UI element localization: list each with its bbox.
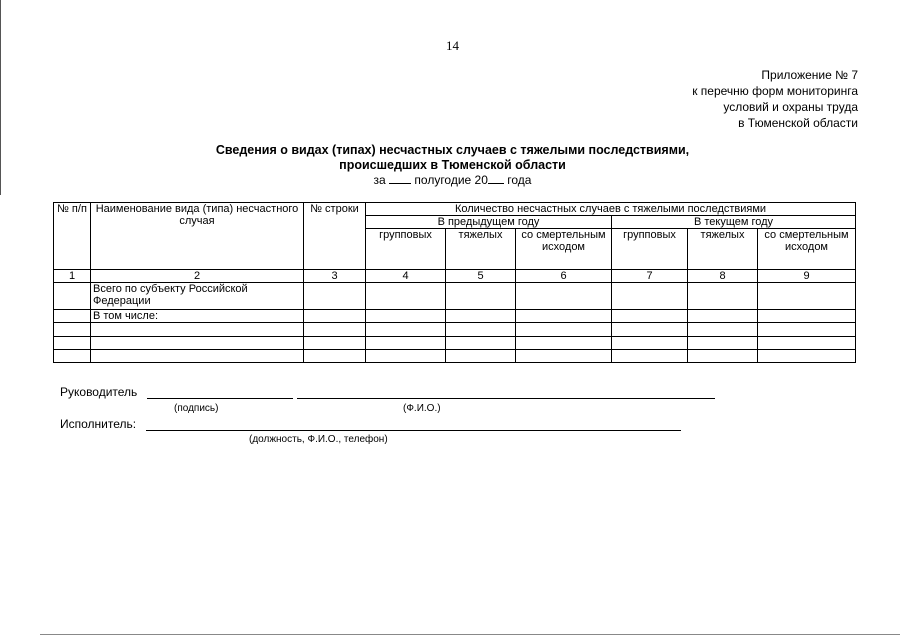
table-cell[interactable]	[758, 323, 856, 337]
table-cell[interactable]	[54, 310, 91, 323]
period-middle: полугодие 20	[414, 173, 488, 187]
head-name-line[interactable]	[297, 398, 715, 399]
table-cell[interactable]	[54, 283, 91, 310]
head-sign-hint: (подпись)	[174, 403, 219, 414]
table-row-including	[54, 310, 856, 323]
table-cell[interactable]	[688, 310, 758, 323]
table-cell[interactable]	[304, 310, 366, 323]
table-row	[54, 323, 856, 337]
row-including-label: В том числе:	[91, 310, 304, 323]
row-total-label: Всего по субъекту Российской Федерации	[91, 283, 304, 310]
header-row-1	[54, 203, 856, 216]
table-cell[interactable]	[612, 350, 688, 363]
header-prev-severe: тяжелых	[446, 229, 516, 270]
table-cell[interactable]	[688, 337, 758, 350]
appendix-line-4: в Тюменской области	[738, 116, 858, 130]
table-cell[interactable]	[446, 310, 516, 323]
col-number-4: 4	[366, 270, 446, 283]
title-line-1: Сведения о видах (типах) несчастных случаев с тяжелыми последствиями,	[215, 143, 690, 157]
table-cell[interactable]	[366, 350, 446, 363]
col-number-1: 1	[54, 270, 91, 283]
document-title	[0, 143, 905, 173]
table-cell[interactable]	[446, 337, 516, 350]
header-prev-year: В предыдущем году	[366, 216, 612, 229]
col-number-3: 3	[304, 270, 366, 283]
appendix-line-2: к перечню форм мониторинга	[692, 84, 858, 98]
table-cell[interactable]	[516, 283, 612, 310]
table-cell[interactable]	[91, 350, 304, 363]
table-cell[interactable]	[516, 337, 612, 350]
header-curr-severe: тяжелых	[688, 229, 758, 270]
header-row-number: № строки	[304, 203, 366, 270]
bottom-edge-line	[40, 634, 900, 635]
head-name-hint: (Ф.И.О.)	[403, 403, 441, 414]
table-row	[54, 350, 856, 363]
col-number-2: 2	[91, 270, 304, 283]
header-num: № п/п	[54, 203, 91, 270]
table-cell[interactable]	[516, 310, 612, 323]
col-number-9: 9	[758, 270, 856, 283]
header-curr-fatal: со смертельным исходом	[758, 229, 856, 270]
col-number-6: 6	[516, 270, 612, 283]
table-cell[interactable]	[54, 323, 91, 337]
table-cell[interactable]	[446, 283, 516, 310]
table-row	[54, 337, 856, 350]
table-cell[interactable]	[612, 310, 688, 323]
header-prev-fatal: со смертельным исходом	[516, 229, 612, 270]
accidents-table	[53, 202, 856, 363]
table-cell[interactable]	[304, 283, 366, 310]
table-cell[interactable]	[688, 350, 758, 363]
head-signature-line[interactable]	[147, 398, 293, 399]
executor-label: Исполнитель:	[60, 417, 137, 431]
appendix-note	[692, 67, 858, 131]
table-cell[interactable]	[516, 323, 612, 337]
half-year-blank[interactable]	[389, 173, 411, 184]
table-cell[interactable]	[366, 337, 446, 350]
table-cell[interactable]	[366, 283, 446, 310]
period-suffix: года	[507, 173, 532, 187]
header-curr-year: В текущем году	[612, 216, 856, 229]
table-cell[interactable]	[366, 310, 446, 323]
table-cell[interactable]	[54, 350, 91, 363]
header-prev-group: групповых	[366, 229, 446, 270]
table-cell[interactable]	[688, 283, 758, 310]
executor-hint: (должность, Ф.И.О., телефон)	[249, 434, 388, 445]
period-line	[0, 173, 905, 187]
table-row-total	[54, 283, 856, 310]
table-cell[interactable]	[304, 350, 366, 363]
executor-line[interactable]	[146, 430, 681, 431]
table-cell[interactable]	[54, 337, 91, 350]
table-cell[interactable]	[758, 283, 856, 310]
table-cell[interactable]	[612, 323, 688, 337]
table-cell[interactable]	[758, 350, 856, 363]
col-number-5: 5	[446, 270, 516, 283]
table-cell[interactable]	[612, 283, 688, 310]
table-cell[interactable]	[446, 323, 516, 337]
head-label: Руководитель	[60, 385, 138, 399]
appendix-line-1: Приложение № 7	[761, 68, 858, 82]
table-cell[interactable]	[91, 323, 304, 337]
period-prefix: за	[373, 173, 386, 187]
table-cell[interactable]	[612, 337, 688, 350]
col-number-8: 8	[688, 270, 758, 283]
table-cell[interactable]	[446, 350, 516, 363]
table-cell[interactable]	[516, 350, 612, 363]
page-number: 14	[446, 38, 459, 53]
year-blank[interactable]	[488, 173, 504, 184]
column-numbers-row	[54, 270, 856, 283]
title-line-2: происшедших в Тюменской области	[339, 158, 566, 172]
header-curr-group: групповых	[612, 229, 688, 270]
table-cell[interactable]	[688, 323, 758, 337]
table-cell[interactable]	[366, 323, 446, 337]
table-cell[interactable]	[91, 337, 304, 350]
table-cell[interactable]	[758, 310, 856, 323]
appendix-line-3: условий и охраны труда	[723, 100, 858, 114]
table-cell[interactable]	[304, 323, 366, 337]
table-cell[interactable]	[758, 337, 856, 350]
table-cell[interactable]	[304, 337, 366, 350]
col-number-7: 7	[612, 270, 688, 283]
header-group: Количество несчастных случаев с тяжелыми последствиями	[366, 203, 856, 216]
header-name: Наименование вида (типа) несчастного случая	[91, 203, 304, 270]
